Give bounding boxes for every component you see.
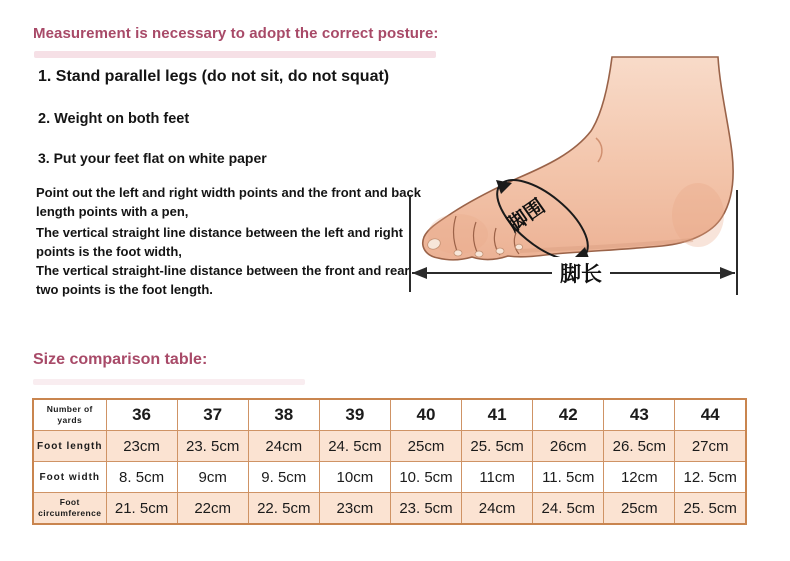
foot-width-value: 12. 5cm <box>675 462 746 493</box>
foot-girth-label: 脚围 <box>503 195 550 237</box>
row-label-foot-width: Foot width <box>33 462 106 493</box>
size-value: 37 <box>177 399 248 431</box>
instruction-note-3: The vertical straight-line distance between the front and rear two points is the foot length. <box>36 263 410 297</box>
foot-length-value: 27cm <box>675 431 746 462</box>
table-row-foot-width <box>33 462 746 493</box>
length-arrow-right <box>720 267 735 279</box>
foot-width-value: 8. 5cm <box>106 462 177 493</box>
foot-width-value: 9cm <box>177 462 248 493</box>
table-row-sizes <box>33 399 746 431</box>
instruction-note-1: Point out the left and right width points and the front and back length points with a pen, <box>36 185 421 219</box>
foot-measurement-diagram <box>400 30 770 320</box>
table-row-foot-circumference <box>33 493 746 525</box>
size-value: 36 <box>106 399 177 431</box>
size-table-underline-bar <box>33 379 305 385</box>
title-underline-bar <box>34 51 436 58</box>
foot-width-value: 10cm <box>319 462 390 493</box>
foot-circumference-value: 25cm <box>604 493 675 525</box>
row-label-number-of-yards: Number of yards <box>33 399 106 431</box>
foot-circumference-value: 24. 5cm <box>533 493 604 525</box>
foot-width-value: 11cm <box>462 462 533 493</box>
row-label-foot-length: Foot length <box>33 431 106 462</box>
instruction-step-3: 3. Put your feet flat on white paper <box>38 150 267 166</box>
foot-circumference-value: 22cm <box>177 493 248 525</box>
foot-circumference-value: 22. 5cm <box>248 493 319 525</box>
size-table-title: Size comparison table: <box>33 351 208 368</box>
foot-length-value: 25. 5cm <box>462 431 533 462</box>
size-comparison-table <box>32 398 747 525</box>
size-value: 43 <box>604 399 675 431</box>
size-value: 41 <box>462 399 533 431</box>
foot-length-value: 26cm <box>533 431 604 462</box>
foot-circumference-value: 24cm <box>462 493 533 525</box>
foot-circumference-value: 21. 5cm <box>106 493 177 525</box>
foot-length-value: 23. 5cm <box>177 431 248 462</box>
page-title: Measurement is necessary to adopt the correct posture: <box>33 25 439 42</box>
size-value: 39 <box>319 399 390 431</box>
foot-width-value: 9. 5cm <box>248 462 319 493</box>
size-value: 40 <box>390 399 461 431</box>
foot-width-value: 12cm <box>604 462 675 493</box>
instruction-note-2: The vertical straight line distance between the left and right points is the foot width, <box>36 225 403 259</box>
foot-length-value: 25cm <box>390 431 461 462</box>
row-label-foot-circumference: Foot circumference <box>33 493 106 525</box>
foot-length-value: 24. 5cm <box>319 431 390 462</box>
instruction-step-2: 2. Weight on both feet <box>38 111 190 127</box>
foot-length-label: 脚长 <box>560 263 602 286</box>
table-row-foot-length <box>33 431 746 462</box>
size-value: 38 <box>248 399 319 431</box>
foot-length-value: 23cm <box>106 431 177 462</box>
foot-width-value: 11. 5cm <box>533 462 604 493</box>
size-value: 44 <box>675 399 746 431</box>
foot-circumference-value: 23cm <box>319 493 390 525</box>
foot-circumference-value: 25. 5cm <box>675 493 746 525</box>
foot-circumference-value: 23. 5cm <box>390 493 461 525</box>
foot-width-value: 10. 5cm <box>390 462 461 493</box>
length-arrow-left <box>412 267 427 279</box>
foot-length-value: 24cm <box>248 431 319 462</box>
foot-length-value: 26. 5cm <box>604 431 675 462</box>
heel-shading <box>672 183 724 247</box>
instruction-step-1: 1. Stand parallel legs (do not sit, do not squat) <box>38 68 390 85</box>
size-value: 42 <box>533 399 604 431</box>
